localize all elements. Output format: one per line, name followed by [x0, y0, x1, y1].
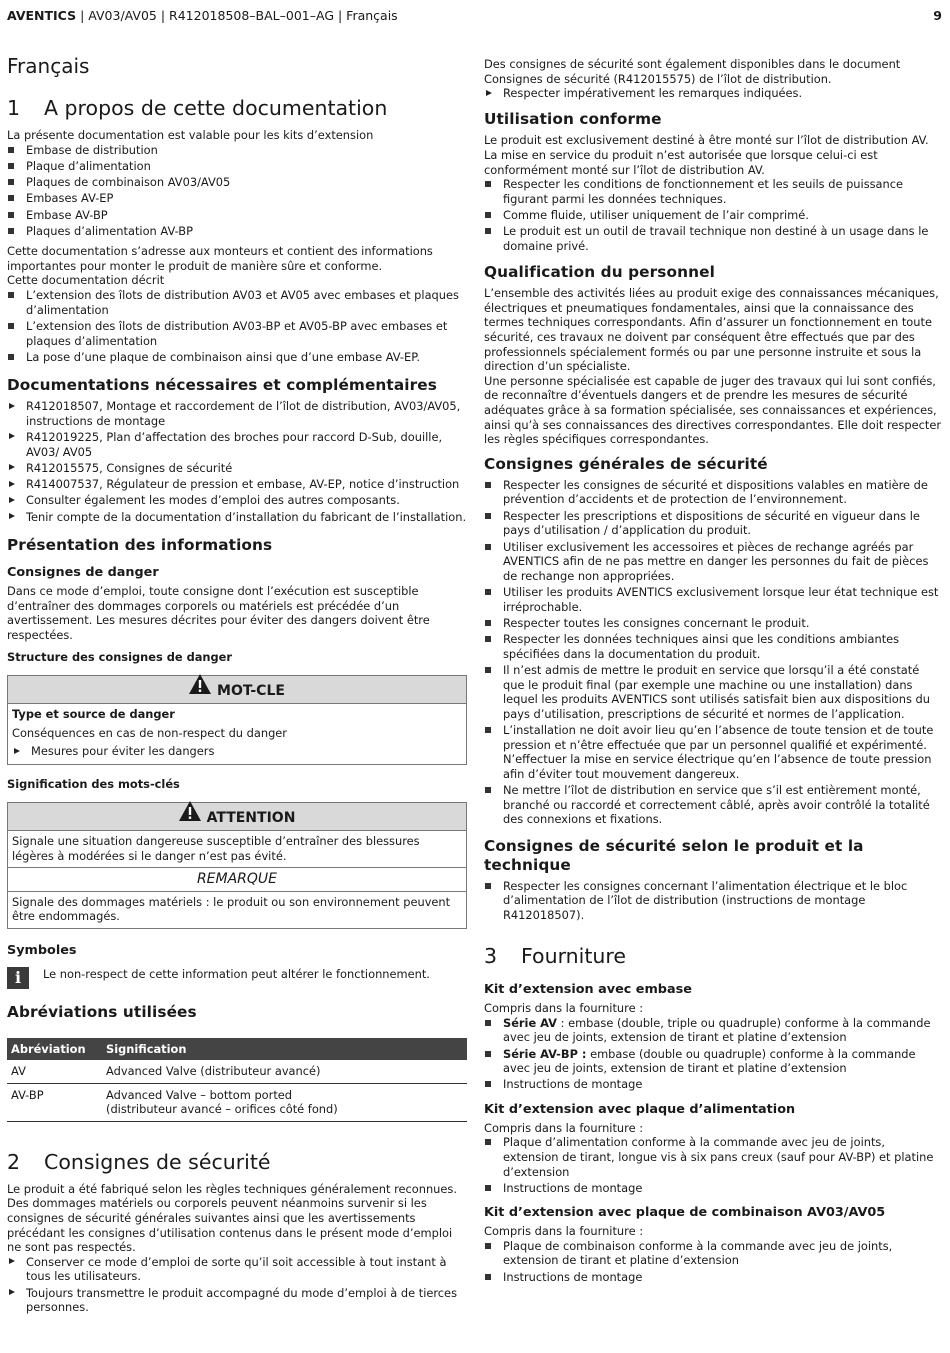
left-column — [7, 54, 467, 1316]
list-item: L’extension des îlots de distribution AV03 et AV05 avec embases et plaques d’alimentation — [7, 288, 467, 317]
section-3-heading — [484, 944, 942, 968]
qualification-paragraph-2: Une personne spécialisée est capable de juger des travaux qui lui sont confiés, de reconnaître d’éventuels dangers et de prendre les mesures de sécurité adéquates grâce à sa formation spécialisée, ses connaissances et expériences, ainsi qu’à ses connaissances des directives correspondantes. Elle doit respecter les règles spécifiques correspondantes. — [484, 373, 942, 447]
list-item: Respecter impérativement les remarques indiquées. — [484, 86, 942, 101]
kit-1-intro: Compris dans la fourniture : — [484, 1001, 644, 1016]
s2-list — [7, 1255, 467, 1315]
list-item — [484, 1047, 942, 1076]
meaning-line-2: (distributeur avancé – orifices côté fond) — [106, 1102, 338, 1117]
list-item: Respecter les consignes concernant l’alimentation électrique et le bloc d’alimentation de l’îlot de distribution (instructions de montage R412018507). — [484, 879, 942, 923]
signal-words-box — [7, 802, 467, 929]
kits-list — [7, 143, 467, 239]
list-item: Instructions de montage — [484, 1270, 942, 1285]
abbreviations-heading: Abréviations utilisées — [7, 1002, 197, 1021]
column-header: Abréviation — [7, 1038, 102, 1060]
kit-2-intro: Compris dans la fourniture : — [484, 1120, 644, 1135]
list-item: R412019225, Plan d’affectation des broches pour raccord D-Sub, douille, AV03/ AV05 — [7, 430, 467, 459]
list-item: Respecter les conditions de fonctionnement et les seuils de puissance figurant parmi les données techniques. — [484, 177, 942, 206]
kit-3-list — [484, 1239, 942, 1284]
remarque-text: Signale des dommages matériels : le produit ou son environnement peuvent être endommagés. — [12, 894, 451, 924]
list-item: Il n’est admis de mettre le produit en service que lorsqu’il a été constaté que le produit final (par exemple une machine ou une installation) dans lequel les produits AVENTICS sont utilisés satisfait bien aux dispositions du pays d’utilisation, prescriptions de sécurité et normes de l’application. — [484, 663, 942, 721]
list-item: R412015575, Consignes de sécurité — [7, 461, 467, 476]
kit-2-heading: Kit d’extension avec plaque d’alimentation — [484, 1101, 796, 1117]
symbol-text: Le non-respect de cette information peut altérer le fonctionnement. — [43, 966, 430, 981]
section-1-number: 1 — [7, 96, 21, 120]
box-body — [8, 704, 466, 764]
list-item: R412018507, Montage et raccordement de l’îlot de distribution, AV03/AV05, instructions de montage — [7, 399, 467, 428]
list-item: Embases AV-EP — [7, 191, 467, 206]
danger-type: Type et source de danger — [12, 706, 175, 721]
qualification-paragraph-1: L’ensemble des activités liées au produit exige des connaissances mécaniques, électriques et pneumatiques fondamentales, ainsi que la connaissance des termes techniques correspondants. Afin d’assurer un fonctionnement en toute sécurité, ces travaux ne doivent par conséquent être effectués que par des professionnels spécialement formés ou par une personne instruite et sous la direction d’un spécialiste. — [484, 286, 939, 374]
header-doc-info: | AV03/AV05 | R412018508–BAL–001–AG | Français — [76, 8, 398, 23]
list-item: R414007537, Régulateur de pression et embase, AV-EP, notice d’instruction — [7, 477, 467, 492]
list-item: La pose d’une plaque de combinaison ainsi que d’une embase AV-EP. — [7, 350, 467, 365]
list-item: Plaque de combinaison conforme à la commande avec jeu de joints, extension de tirant et platine d’extension — [484, 1239, 942, 1268]
danger-consequences: Conséquences en cas de non-respect du danger — [12, 725, 287, 740]
warning-triangle-icon — [179, 801, 201, 831]
usage-heading: Utilisation conforme — [484, 110, 662, 129]
list-item: Le produit est un outil de travail technique non destiné à un usage dans le domaine privé. — [484, 224, 942, 253]
item-text: Instructions de montage — [503, 1077, 643, 1092]
section-2-number: 2 — [7, 1149, 21, 1174]
info-icon: i — [7, 967, 29, 989]
abbr-cell: AV — [7, 1060, 102, 1083]
column-header: Signification — [102, 1038, 467, 1060]
list-item: Respecter les consignes de sécurité et dispositions valables en matière de prévention d’accidents et de protection de l’environnement. — [484, 478, 942, 507]
list-item: Respecter les données techniques ainsi que les conditions ambiantes spécifiées dans la documentation du produit. — [484, 632, 942, 661]
docs-list — [7, 399, 467, 524]
docs-heading: Documentations nécessaires et complémentaires — [7, 376, 437, 395]
list-item: Utiliser les produits AVENTICS exclusivement lorsque leur état technique est irréprochable. — [484, 585, 942, 614]
list-item: Utiliser exclusivement les accessoires et pièces de rechange agréés par AVENTICS afin de ne pas mettre en danger les personnes du fait de pièces de rechange non appropriées. — [484, 540, 942, 584]
right-intro: Des consignes de sécurité sont également disponibles dans le document Consignes de sécurité (R412015575) de l’îlot de distribution. — [484, 57, 901, 86]
section-2-title: Consignes de sécurité — [44, 1149, 271, 1174]
signal-word: MOT-CLE — [217, 682, 285, 699]
s1-paragraph-1: Cette documentation s’adresse aux monteurs et contient des informations importantes pour monter le produit de manière sûre et conforme. — [7, 244, 433, 273]
usage-paragraph-2: La mise en service du produit n’est autorisée que lorsque celui-ci est conformément monté sur l’îlot de distribution AV. — [484, 148, 878, 177]
item-text: embase (double ou quadruple) conforme à la commande avec jeu de joints, extension de tirant et platine d’extension — [503, 1046, 916, 1076]
usage-paragraph-1: Le produit est exclusivement destiné à être monté sur l’îlot de distribution AV. — [484, 133, 929, 148]
item-bold: Série AV — [503, 1015, 557, 1030]
danger-structure-box — [7, 675, 467, 765]
describes-list — [7, 288, 467, 364]
s2-paragraph: Le produit a été fabriqué selon les règles techniques généralement reconnues. Des dommages matériels ou corporels peuvent néanmoins survenir si les consignes de sécurité générales suivantes ainsi que les avertissements précédant les consignes d’utilisation contenus dans le présent mode d’emploi ne sont pas respectés. — [7, 1181, 457, 1255]
kit-2-list — [484, 1135, 942, 1195]
header-brand: AVENTICS — [7, 8, 77, 23]
list-item: Consulter également les modes d’emploi des autres composants. — [7, 493, 467, 508]
abbreviations-table — [7, 1038, 467, 1122]
attention-text: Signale une situation dangereuse susceptible d’entraîner des blessures légères à modérées si le danger n’est pas évité. — [12, 834, 420, 863]
list-item: Embase de distribution — [7, 143, 467, 158]
meaning-cell — [102, 1083, 467, 1121]
signal-word: ATTENTION — [206, 810, 296, 826]
meaning-line-1: Advanced Valve – bottom ported — [106, 1087, 293, 1102]
general-safety-list — [484, 478, 942, 827]
box-header — [8, 803, 466, 831]
product-safety-list — [484, 879, 942, 923]
page-number: 9 — [933, 8, 942, 23]
list-item: Plaques de combinaison AV03/AV05 — [7, 175, 467, 190]
list-item: Respecter les prescriptions et dispositions de sécurité en vigueur dans le pays d’utilisation / d’application du produit. — [484, 509, 942, 538]
signification-heading: Signification des mots-clés — [7, 777, 180, 792]
s1-paragraph-2: Cette documentation décrit — [7, 273, 165, 288]
page-header — [7, 8, 942, 24]
abbr-cell: AV-BP — [7, 1083, 102, 1121]
general-safety-heading: Consignes générales de sécurité — [484, 454, 768, 473]
warning-triangle-icon — [189, 674, 211, 704]
usage-list — [484, 177, 942, 253]
language-title: Français — [7, 54, 90, 78]
danger-measures: Mesures pour éviter les dangers — [12, 744, 462, 759]
list-item: Comme fluide, utiliser uniquement de l’air comprimé. — [484, 208, 942, 223]
list-item: Toujours transmettre le produit accompagné du mode d’emploi à de tierces personnes. — [7, 1286, 467, 1315]
item-text: : embase (double, triple ou quadruple) conforme à la commande avec jeu de joints, extension de tirant et platine d’extension — [503, 1015, 931, 1045]
kit-3-heading: Kit d’extension avec plaque de combinaison AV03/AV05 — [484, 1205, 886, 1221]
list-item: Plaque d’alimentation — [7, 159, 467, 174]
section-2-heading — [7, 1150, 467, 1174]
list-item: L’installation ne doit avoir lieu qu’en l’absence de toute tension et de toute pression et n’être effectuée que par un personnel qualifié et expérimenté. N’effectuer la mise en service électrique qu’en l’absence de toute pression afin d’éviter tout mouvement dangereux. — [484, 723, 942, 781]
remarque-label: REMARQUE — [8, 867, 466, 892]
danger-heading: Consignes de danger — [7, 564, 159, 580]
list-item: Plaque d’alimentation conforme à la commande avec jeu de joints, extension de tirant, longue vis à six pans creux (sauf pour AV-BP) et platine d’extension — [484, 1135, 942, 1179]
list-item — [484, 1077, 942, 1092]
list-item: Ne mettre l’îlot de distribution en service que s’il est entièrement monté, branché ou raccordé et correctement câblé, après avoir contrôlé la totalité des connexions et fixations. — [484, 783, 942, 827]
list-item: Conserver ce mode d’emploi de sorte qu’il soit accessible à tout instant à tous les utilisateurs. — [7, 1255, 467, 1284]
kit-3-intro: Compris dans la fourniture : — [484, 1224, 644, 1239]
list-item: Plaques d’alimentation AV-BP — [7, 224, 467, 239]
kit-1-heading: Kit d’extension avec embase — [484, 982, 692, 998]
list-item: Embase AV-BP — [7, 208, 467, 223]
list-item — [484, 1016, 942, 1045]
list-item: Instructions de montage — [484, 1181, 942, 1196]
structure-heading: Structure des consignes de danger — [7, 650, 233, 665]
item-bold: Série AV-BP : — [503, 1046, 587, 1061]
list-item: Tenir compte de la documentation d’installation du fabricant de l’installation. — [7, 510, 467, 525]
danger-paragraph: Dans ce mode d’emploi, toute consigne dont l’exécution est susceptible d’entraîner des dommages corporels ou matériels est précédée d’un avertissement. Les mesures décrites pour éviter des dangers doivent être respectées. — [7, 583, 430, 642]
section-3-title: Fourniture — [521, 944, 626, 969]
table-row — [7, 1083, 467, 1121]
presentation-heading: Présentation des informations — [7, 535, 273, 554]
qualification-heading: Qualification du personnel — [484, 263, 715, 282]
product-safety-heading: Consignes de sécurité selon le produit et la technique — [484, 836, 864, 874]
list-item: L’extension des îlots de distribution AV03-BP et AV05-BP avec embases et plaques d’alimentation — [7, 319, 467, 348]
meaning-cell: Advanced Valve (distributeur avancé) — [102, 1060, 467, 1083]
symbol-row — [7, 967, 467, 989]
box-header — [8, 676, 466, 704]
section-1-heading — [7, 96, 467, 120]
table-row — [7, 1060, 467, 1083]
section-3-number: 3 — [484, 944, 498, 969]
symbols-heading: Symboles — [7, 942, 77, 958]
list-item: Respecter toutes les consignes concernant le produit. — [484, 616, 942, 631]
kit-1-list — [484, 1016, 942, 1092]
s1-intro: La présente documentation est valable pour les kits d’extension — [7, 128, 374, 142]
section-1-title: A propos de cette documentation — [44, 96, 388, 120]
right-column — [484, 57, 942, 1286]
